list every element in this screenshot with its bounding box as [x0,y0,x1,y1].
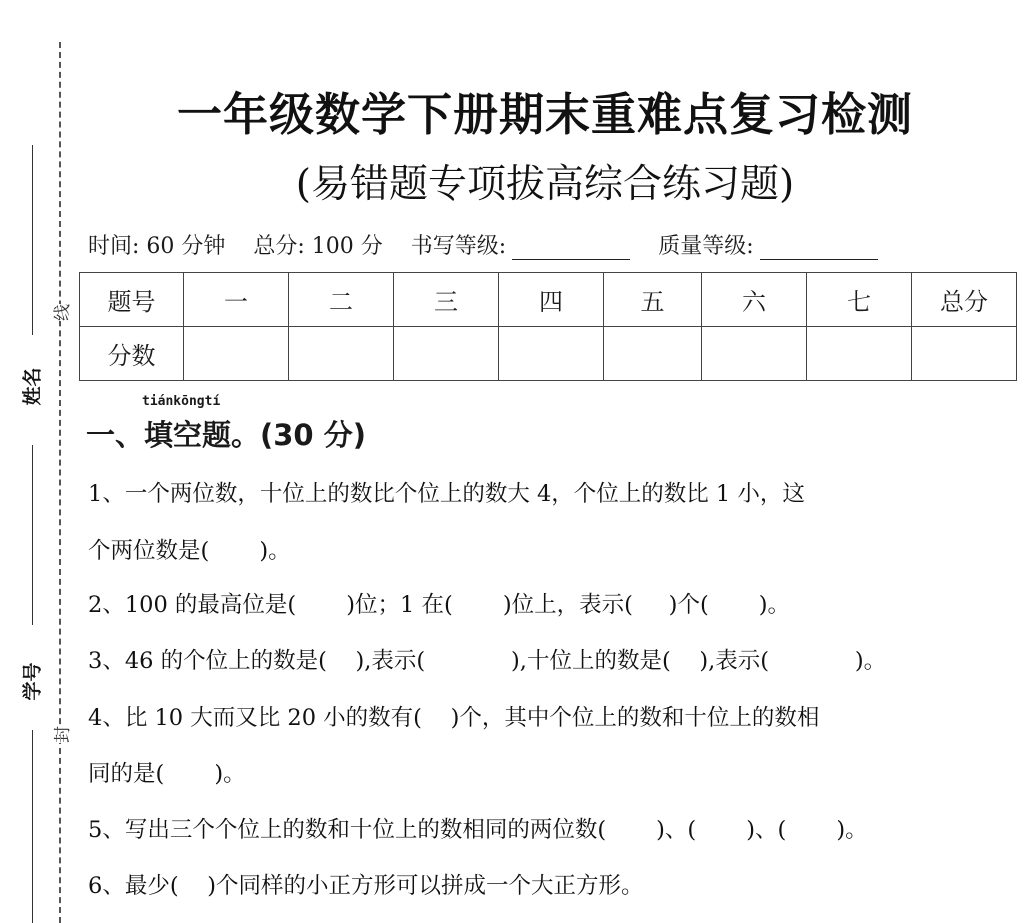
score-table-header-row [80,273,1017,327]
page-title: 一年级数学下册期末重难点复习检测 [176,88,913,141]
table-header-cell: 七 [807,273,912,327]
name-label: 姓名 [21,367,44,406]
writing-grade-blank[interactable] [512,237,630,260]
score-cell[interactable] [394,327,499,381]
question-line: 6、最少( )个同样的小正方形可以拼成一个大正方形。 [88,873,644,899]
student-id-label: 学号 [21,662,44,701]
cut-seal-char: 封 [48,726,73,743]
table-header-cell: 题号 [80,273,184,327]
quality-grade-label: 质量等级: [658,234,754,259]
table-header-cell: 二 [289,273,394,327]
exam-meta-row [88,229,1003,260]
score-cell[interactable] [702,327,807,381]
score-cell[interactable] [912,327,1017,381]
quality-grade-blank[interactable] [760,237,878,260]
question-line: 4、比 10 大而又比 20 小的数有( )个，其中个位上的数和十位上的数相 [88,705,820,731]
page-subtitle: (易错题专项拔高综合练习题) [295,162,795,207]
binding-dashed-line [59,42,61,923]
score-cell[interactable] [499,327,604,381]
table-header-cell: 三 [394,273,499,327]
score-cell[interactable] [604,327,702,381]
question-line: 1、一个两位数，十位上的数比个位上的数大 4，个位上的数比 1 小，这 [88,481,805,507]
table-header-cell: 一 [184,273,289,327]
table-header-cell: 四 [499,273,604,327]
table-header-cell: 总分 [912,273,1017,327]
section-pinyin: tiánkōngtí [142,394,221,409]
table-header-cell: 六 [702,273,807,327]
exam-time: 时间: 60 分钟 [88,234,226,259]
score-table-score-row [80,327,1017,381]
score-row-label: 分数 [80,327,184,381]
question-line: 3、46 的个位上的数是( ),表示( ),十位上的数是( ),表示( )。 [88,648,887,674]
name-write-line [32,145,33,335]
extra-write-line [32,730,33,923]
exam-total: 总分: 100 分 [253,234,383,259]
score-cell[interactable] [807,327,912,381]
table-header-cell: 五 [604,273,702,327]
question-line: 同的是( )。 [88,761,246,787]
cut-line-char: 线 [48,304,73,321]
question-line: 个两位数是( )。 [88,538,291,564]
writing-grade-label: 书写等级: [410,234,507,259]
score-cell[interactable] [289,327,394,381]
question-line: 5、写出三个个位上的数和十位上的数相同的两位数( )、( )、( )。 [88,817,868,843]
id-write-line [32,445,33,625]
question-line: 2、100 的最高位是( )位；1 在( )位上，表示( )个( )。 [88,592,791,618]
score-table [79,272,1017,381]
score-cell[interactable] [184,327,289,381]
section-title: 一、填空题。(30 分) [86,418,366,452]
